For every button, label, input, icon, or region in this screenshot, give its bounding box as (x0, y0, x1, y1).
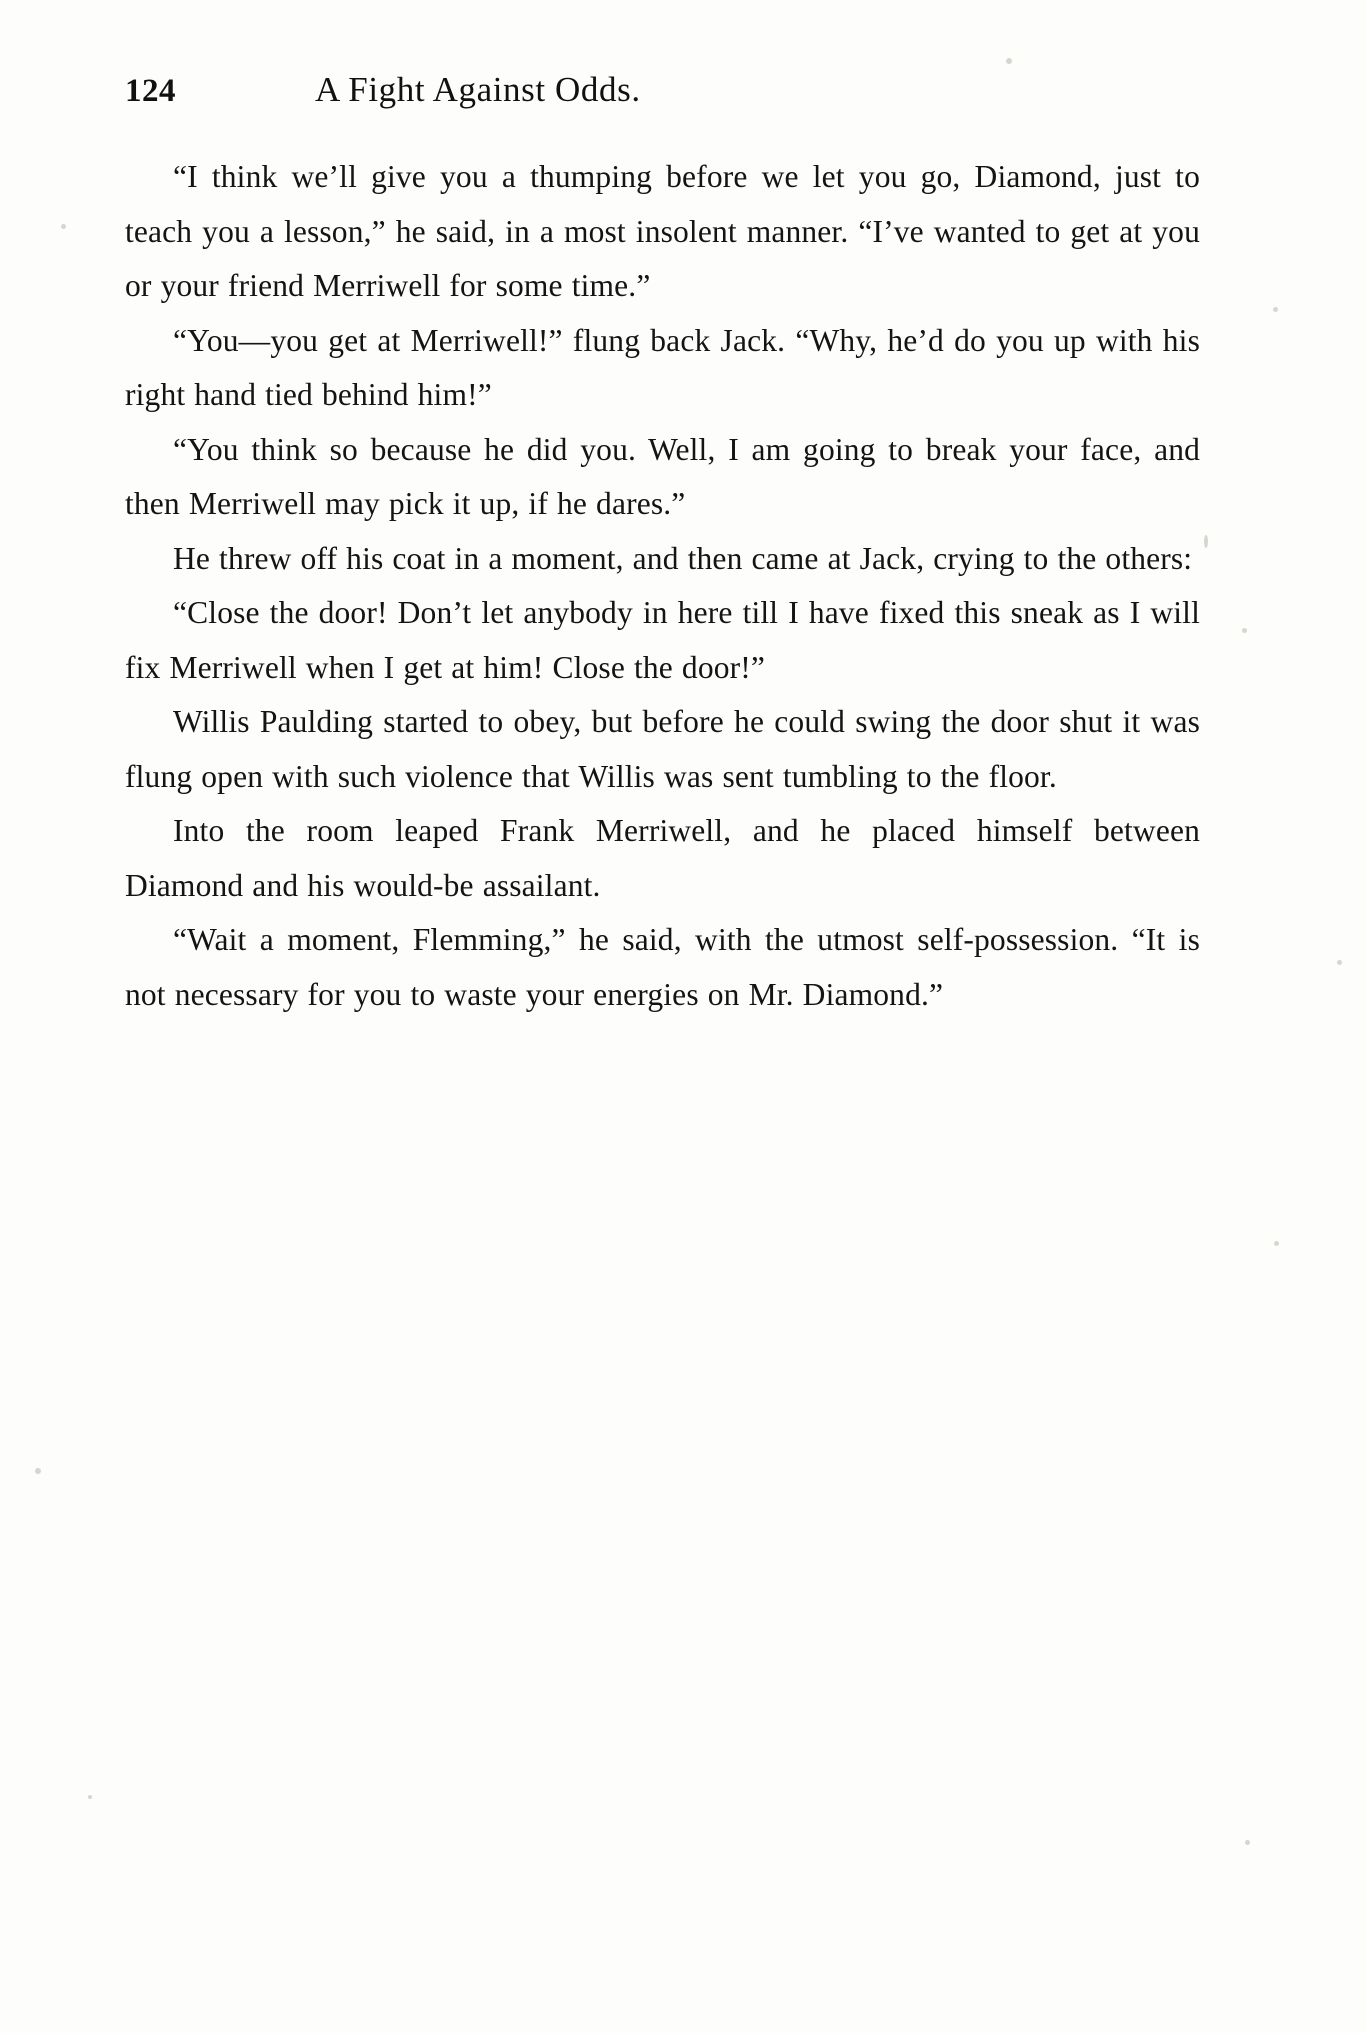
paragraph: Into the room leaped Frank Merriwell, and he placed himself between Diamond and his would-be assailant. (125, 813, 1200, 903)
page-header (125, 70, 1200, 140)
paper-speck (61, 224, 66, 229)
page-number: 124 (125, 73, 176, 109)
paper-speck (1274, 1241, 1279, 1246)
paragraph: He threw off his coat in a moment, and then came at Jack, crying to the others: (173, 540, 1193, 576)
paragraph: Willis Paulding started to obey, but before he could swing the door shut it was flung open with such violence that Willis was sent tumbling to the floor. (125, 704, 1200, 794)
paper-speck (35, 1468, 41, 1474)
paper-speck (1337, 960, 1342, 965)
paragraph: “I think we’ll give you a thumping before we let you go, Diamond, just to teach you a lesson,” he said, in a most insolent manner. “I’ve wanted to get at you or your friend Merriwell for some time.” (125, 159, 1200, 303)
page-content (125, 70, 1200, 1022)
paper-speck (1204, 535, 1208, 548)
paragraph: “You—you get at Merriwell!” flung back Jack. “Why, he’d do you up with his right hand tied behind him!” (125, 322, 1200, 412)
running-head-title: A Fight Against Odds. (315, 70, 641, 109)
body-text (125, 150, 1200, 1022)
paper-speck (1242, 628, 1247, 633)
paragraph: “You think so because he did you. Well, I am going to break your face, and then Merriwell may pick it up, if he dares.” (125, 431, 1200, 521)
paragraph: “Close the door! Don’t let anybody in here till I have fixed this sneak as I will fix Merriwell when I get at him! Close the door!” (125, 595, 1200, 685)
paper-speck (1006, 58, 1012, 64)
paragraph: “Wait a moment, Flemming,” he said, with the utmost self-possession. “It is not necessary for you to waste your energies on Mr. Diamond.” (125, 922, 1200, 1012)
paper-speck (1245, 1840, 1250, 1845)
paper-speck (88, 1795, 92, 1799)
paper-speck (1273, 307, 1278, 312)
